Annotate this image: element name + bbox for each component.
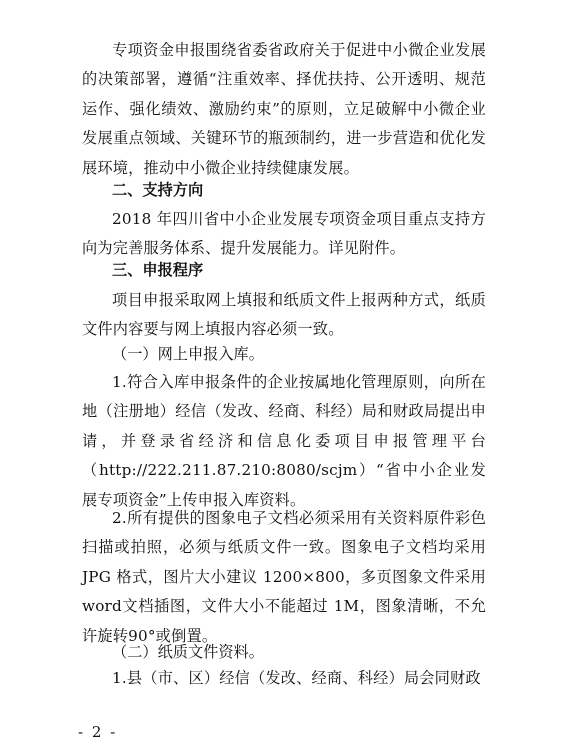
paper-item-1: 1.县（市、区）经信（发改、经商、科经）局会同财政 <box>112 669 481 687</box>
subsection-online: （一）网上申报入库。 <box>112 345 264 363</box>
procedure-paragraph: 项目申报采取网上填报和纸质文件上报两种方式，纸质文件内容要与网上填报内容必须一致。 <box>82 291 486 339</box>
subsection-paper: （二）纸质文件资料。 <box>112 643 264 661</box>
section-heading-support: 二、支持方向 <box>112 181 204 199</box>
page-number: - 2 - <box>78 723 118 741</box>
online-item-2: 2.所有提供的图象电子文档必须采用有关资料原件彩色扫描或拍照，必须与纸质文件一致。图象电子文档均采用JPG 格式，图片大小建议 1200×800，多页图象文件采用 word文档插图，文件大小不能超过 1M，图象清晰，不允许旋转90°或倒置。 <box>82 509 486 645</box>
online-item-1: 1.符合入库申报条件的企业按属地化管理原则，向所在地（注册地）经信（发改、经商、科经）局和财政局提出申请，并登录省经济和信息化委项目申报管理平台（http://222.211.87.210:8080/scjm）“省中小企业发展专项资金”上传申报入库资料。 <box>82 373 486 509</box>
support-paragraph: 2018 年四川省中小企业发展专项资金项目重点支持方向为完善服务体系、提升发展能力。详见附件。 <box>82 210 486 258</box>
section-heading-procedure: 三、申报程序 <box>112 261 204 279</box>
intro-paragraph: 专项资金申报围绕省委省政府关于促进中小微企业发展的决策部署，遵循“注重效率、择优扶持、公开透明、规范运作、强化绩效、激励约束”的原则，立足破解中小微企业发展重点领域、关键环节的瓶颈制约，进一步营造和优化发展环境，推动中小微企业持续健康发展。 <box>82 41 486 177</box>
